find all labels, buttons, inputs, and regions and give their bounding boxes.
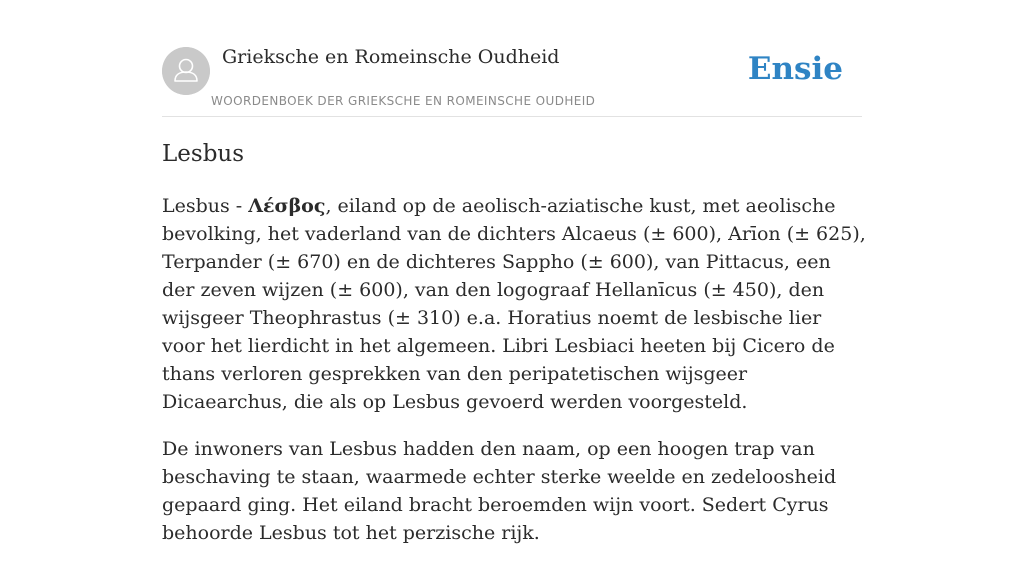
entry-title: Lesbus (162, 141, 245, 167)
greek-term: Λέσβος (248, 195, 326, 217)
user-icon (162, 47, 210, 95)
entry-paragraph-1 (162, 192, 867, 416)
entry-text: , eiland op de aeolisch-aziatische kust, met aeolische bevolking, het vaderland van de dichters Alcaeus (± 600), Arīon (± 625), Terpander (± 670) en de dichteres Sappho (± 600), van Pittacus, een der zeven wijzen (± 600), van den logograaf Hellanīcus (± 450), den wijsgeer Theophrastus (± 310) e.a. Horatius noemt de lesbische lier voor het lierdicht in het algemeen. Libri Lesbiaci heeten bij Cicero de thans verloren gesprekken van den peripatetischen wijsgeer Dicaearchus, die als op Lesbus gevoerd werden voorgesteld. (162, 195, 866, 413)
entry-lead: Lesbus - (162, 195, 249, 217)
source-title-link[interactable]: Grieksche en Romeinsche Oudheid (222, 46, 560, 68)
header (162, 0, 862, 117)
ensie-logo-link[interactable]: Ensie (747, 51, 843, 87)
source-avatar[interactable] (162, 47, 210, 95)
page (162, 0, 866, 544)
entry-paragraph-2: De inwoners van Lesbus hadden den naam, op een hoogen trap van beschaving te staan, waarmede echter sterke weelde en zedeloosheid gepaard ging. Het eiland bracht beroemden wijn voort. Sedert Cyrus behoorde Lesbus tot het perzische rijk. (162, 438, 837, 544)
source-subtitle: WOORDENBOEK DER GRIEKSCHE EN ROMEINSCHE OUDHEID (211, 94, 596, 108)
entry-body (162, 192, 867, 566)
